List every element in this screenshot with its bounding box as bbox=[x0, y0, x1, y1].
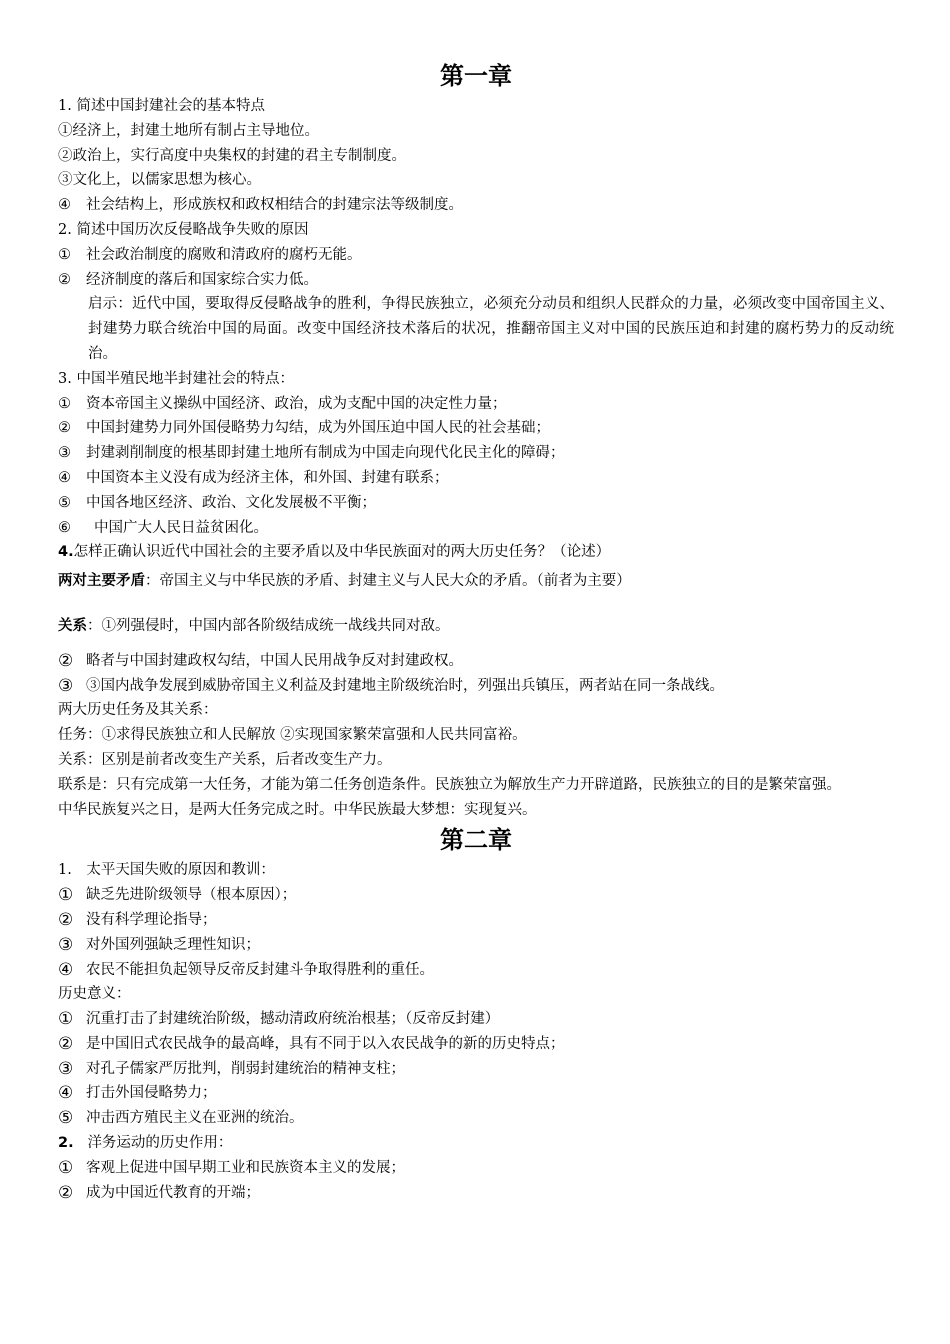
item-number: ① bbox=[58, 1157, 74, 1178]
ch1-q1-item-3: ③文化上，以儒家思想为核心。 bbox=[58, 172, 261, 189]
item-text: 缺乏先进阶级领导（根本原因）； bbox=[86, 887, 297, 904]
ch1-q2-insight: 启示：近代中国，要取得反侵略战争的胜利，争得民族独立，必须充分动员和组织人民群众的力量，必须改变中国帝国主义、封建势力联合统治中国的局面。改变中国经济技术落后的状况，推翻帝国主义对中国的民族压迫和封建的腐朽势力的反动统治。 bbox=[88, 296, 894, 362]
ch1-q4-link: 联系是：只有完成第一大任务，才能为第二任务创造条件。民族独立为解放生产力开辟道路，民族独立的目的是繁荣富强。 bbox=[58, 776, 841, 793]
item-number: ③ bbox=[58, 934, 74, 955]
ch2-q1-significance-2 bbox=[58, 1032, 894, 1057]
ch1-q3-item-6 bbox=[58, 516, 894, 541]
ch1-q4-heading bbox=[58, 540, 894, 565]
item-text: 农民不能担负起领导反帝反封建斗争取得胜利的重任。 bbox=[86, 961, 434, 978]
item-number: ③ bbox=[58, 1058, 74, 1079]
ch1-q3-heading: 3. 中国半殖民地半封建社会的特点： bbox=[58, 370, 294, 387]
item-text: 是中国旧式农民战争的最高峰，具有不同于以入农民战争的新的历史特点； bbox=[86, 1035, 565, 1052]
item-text: 打击外国侵略势力； bbox=[86, 1085, 217, 1102]
item-number: ① bbox=[58, 246, 71, 263]
ch2-q2-item-1 bbox=[58, 1156, 894, 1181]
ch1-q4-contradictions bbox=[58, 569, 894, 594]
ch1-q4-revival: 中华民族复兴之日，是两大任务完成之时。中华民族最大梦想：实现复兴。 bbox=[58, 801, 537, 818]
ch1-q4-tasks-relation: 关系：区别是前者改变生产关系，后者改变生产力。 bbox=[58, 751, 392, 768]
ch2-q1-significance-heading: 历史意义： bbox=[58, 986, 131, 1003]
ch1-q1-heading: 1. 简述中国封建社会的基本特点 bbox=[58, 98, 265, 114]
item-number: ② bbox=[58, 420, 71, 437]
item-text: 中国封建势力同外国侵略势力勾结，成为外国压迫中国人民的社会基础； bbox=[86, 420, 550, 437]
ch2-q1-item-1 bbox=[58, 883, 894, 908]
item-number: ② bbox=[58, 1033, 74, 1054]
item-text: 对孔子儒家严厉批判，削弱封建统治的精神支柱； bbox=[86, 1060, 405, 1077]
ch1-q4-tasks: 任务：①求得民族独立和人民解放 ②实现国家繁荣富强和人民共同富裕。 bbox=[58, 727, 527, 744]
ch1-q2-item-1 bbox=[58, 243, 894, 268]
ch1-q3-item-3 bbox=[58, 441, 894, 466]
item-text: 成为中国近代教育的开端； bbox=[86, 1184, 260, 1201]
ch1-q2-heading: 2. 简述中国历次反侵略战争失败的原因 bbox=[58, 221, 309, 238]
ch2-q1-item-2 bbox=[58, 908, 894, 933]
relation-text: ：①列强侵时，中国内部各阶级结成统一战线共同对敌。 bbox=[87, 617, 450, 634]
question-text: 怎样正确认识近代中国社会的主要矛盾以及中华民族面对的两大历史任务？（论述） bbox=[73, 544, 611, 561]
document-page bbox=[58, 58, 894, 1205]
item-number: ④ bbox=[58, 1083, 74, 1104]
item-text: 社会政治制度的腐败和清政府的腐朽无能。 bbox=[86, 246, 362, 263]
item-text: 资本帝国主义操纵中国经济、政治，成为支配中国的决定性力量； bbox=[86, 395, 507, 412]
item-text: 经济制度的落后和国家综合实力低。 bbox=[86, 271, 318, 288]
ch1-q3-item-2 bbox=[58, 416, 894, 441]
ch2-q1-significance-5 bbox=[58, 1106, 894, 1131]
item-text: 对外国列强缺乏理性知识； bbox=[86, 936, 260, 953]
ch1-q3-item-4 bbox=[58, 466, 894, 491]
item-text: 沉重打击了封建统治阶级，撼动清政府统治根基；（反帝反封建） bbox=[86, 1011, 500, 1028]
item-number: ② bbox=[58, 909, 74, 930]
contradiction-label: 两对主要矛盾 bbox=[58, 573, 145, 590]
ch2-q1-significance-4 bbox=[58, 1081, 894, 1106]
question-number: 2. bbox=[58, 1135, 74, 1152]
item-number: ① bbox=[58, 395, 71, 412]
item-number: ③ bbox=[58, 445, 71, 462]
item-text: 没有科学理论指导； bbox=[86, 911, 217, 928]
item-number: ② bbox=[58, 650, 74, 671]
item-number: ③ bbox=[58, 675, 74, 696]
item-text: 客观上促进中国早期工业和民族资本主义的发展； bbox=[86, 1159, 405, 1176]
item-number: ② bbox=[58, 1182, 74, 1203]
ch1-q2-item-2 bbox=[58, 268, 894, 293]
item-number: ⑤ bbox=[58, 1108, 74, 1129]
item-number: ⑥ bbox=[58, 519, 71, 536]
relation-label: 关系 bbox=[58, 617, 87, 634]
ch1-q4-tasks-heading: 两大历史任务及其关系： bbox=[58, 702, 218, 719]
item-number: ④ bbox=[58, 197, 71, 214]
item-text: 中国各地区经济、政治、文化发展极不平衡； bbox=[86, 494, 376, 511]
item-text: 封建剥削制度的根基即封建土地所有制成为中国走向现代化民主化的障碍； bbox=[86, 445, 565, 462]
item-number: ① bbox=[58, 1009, 74, 1030]
item-text: 中国广大人民日益贫困化。 bbox=[94, 519, 268, 536]
ch2-q2-item-2 bbox=[58, 1181, 894, 1206]
ch2-q1-item-4 bbox=[58, 958, 894, 983]
item-number: ① bbox=[58, 885, 74, 906]
ch1-q4-relation-item-3 bbox=[58, 674, 894, 699]
ch1-q3-item-5 bbox=[58, 491, 894, 516]
item-text: 略者与中国封建政权勾结，中国人民用战争反对封建政权。 bbox=[86, 652, 463, 669]
ch1-q1-item-2: ②政治上，实行高度中央集权的封建的君主专制制度。 bbox=[58, 147, 406, 164]
item-text: ③国内战争发展到威胁帝国主义利益及封建地主阶级统治时，列强出兵镇压，两者站在同一条战线。 bbox=[86, 677, 724, 694]
item-text: 中国资本主义没有成为经济主体，和外国、封建有联系； bbox=[86, 469, 449, 486]
ch2-q1-significance-1 bbox=[58, 1007, 894, 1032]
question-text: 洋务运动的历史作用： bbox=[87, 1135, 233, 1152]
ch1-q1-item-4 bbox=[58, 193, 894, 218]
item-number: ⑤ bbox=[58, 494, 71, 511]
chapter-2-title: 第二章 bbox=[440, 825, 512, 855]
ch1-q4-relation-item-2 bbox=[58, 649, 894, 674]
item-number: ② bbox=[58, 271, 71, 288]
chapter-1-title: 第一章 bbox=[440, 61, 512, 90]
ch2-q1-heading: 1. 太平天国失败的原因和教训： bbox=[58, 862, 275, 879]
ch1-q1-item-1: ①经济上，封建土地所有制占主导地位。 bbox=[58, 122, 319, 139]
ch1-q3-item-1 bbox=[58, 392, 894, 417]
ch2-q1-item-3 bbox=[58, 933, 894, 958]
item-text: 冲击西方殖民主义在亚洲的统治。 bbox=[86, 1110, 304, 1127]
ch2-q1-significance-3 bbox=[58, 1057, 894, 1082]
ch2-q2-heading bbox=[58, 1131, 894, 1156]
item-number: ④ bbox=[58, 469, 71, 486]
item-text: 社会结构上，形成族权和政权相结合的封建宗法等级制度。 bbox=[86, 197, 463, 214]
question-number: 4. bbox=[58, 544, 74, 561]
ch1-q4-relation bbox=[58, 614, 894, 639]
contradiction-text: ：帝国主义与中华民族的矛盾、封建主义与人民大众的矛盾。（前者为主要） bbox=[145, 573, 631, 590]
item-number: ④ bbox=[58, 959, 74, 980]
